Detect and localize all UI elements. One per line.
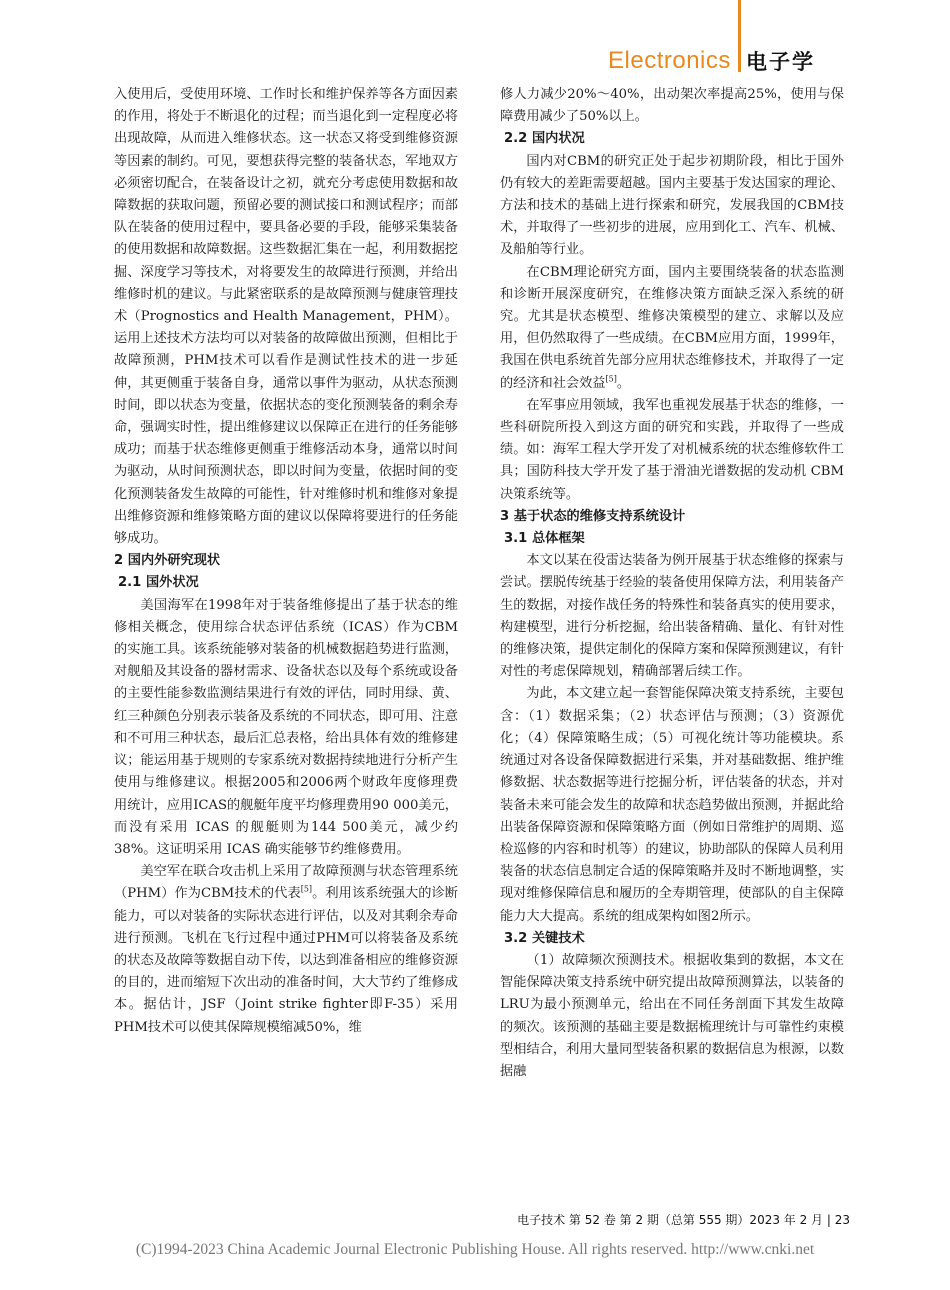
page-footer: 电子技术 第 52 卷 第 2 期（总第 555 期）2023 年 2 月 | 23 <box>517 1213 850 1227</box>
brand-chinese: 电子学 <box>746 50 815 74</box>
paragraph-text: 在CBM理论研究方面，国内主要围绕装备的状态监测和诊断开展深度研究，在维修决策方面缺乏深入系统的研究。尤其是状态模型、维修决策模型的建立、求解以及应用，但仍然取得了一些成绩。在CBM应用方面，1999年，我国在供电系统首先部分应用状态维修技术，并取得了一定的经济和社会效益 <box>500 264 844 391</box>
right-column <box>500 84 844 1083</box>
citation-ref: [5] <box>300 884 313 894</box>
paragraph <box>114 861 458 1039</box>
paragraph-text: 入使用后，受使用环境、工作时长和维护保养等各方面因素的作用，将处于不断退化的过程；而当退化到一定程度必将出现故障，从而进入维修状态。这一状态又将受到维修资源等因素的制约。可见，要想获得完整的装备状态，军地双方必须密切配合，在装备设计之初，就充分考虑使用数据和故障数据的获取问题，预留必要的测试接口和测试程序；而部队在装备的使用过程中，要具备必要的手段，能够采集装备的使用数据和故障数据。这些数据汇集在一起，利用数据挖掘、深度学习等技术，对将要发生的故障进行预测，并给出维修时机的建议。与此紧密联系的是故障预测与健康管理技术（Prognostics and Health Management，PHM）。运用上述技术方法均可以对装备的故障做出预测，但相比于故障预测，PHM技术可以看作是测试性技术的进一步延伸，其更侧重于装备自身，通常以事件为驱动，从状态预测时间，即以状态为变量，依据状态的变化预测装备的剩余寿命，强调实时性，提出维修建议以保障正在进行的任务能够成功；而基于状态维修更侧重于维修活动本身，通常以时间为驱动，从时间预测状态，即以时间为变量，依据时间的变化预测装备发生故障的可能性，针对维修时机和维修对象提出维修资源和维修策略方面的建议以保障将要进行的任务能够成功。 <box>114 87 458 547</box>
paragraph-text: 美国海军在1998年对于装备维修提出了基于状态的维修相关概念，使用综合状态评估系统（ICAS）作为CBM的实施工具。该系统能够对装备的机械数据趋势进行监测，对舰船及其设备的器材需求、设备状态以及每个系统或设备的主要性能参数监测结果进行有效的评估，同时用绿、黄、红三种颜色分别表示装备及系统的不同状态，即可用、注意和不可用三种状态，最后汇总表格，给出具体有效的维修建议；能运用基于规则的专家系统对数据持续地进行分析产生使用与维修建议。根据2005和2006两个财政年度修理费用统计，应用ICAS的舰艇年度平均修理费用90 000美元，而没有采用 ICAS 的舰艇则为144 500美元，减少约38%。这证明采用 ICAS 确实能够节约维修费用。 <box>114 597 458 857</box>
paragraph <box>500 262 844 395</box>
paragraph-text: （1）故障频次预测技术。根据收集到的数据，本文在智能保障决策支持系统中研究提出故障预测算法，以装备的LRU为最小预测单元，给出在不同任务剖面下其发生故障的频次。该预测的基础主要是数据梳理统计与可靠性约束模型相结合，利用大量同型装备积累的数据信息为根源，以数据融 <box>500 952 844 1079</box>
paragraph-text: 修人力减少20%～40%，出动架次率提高25%，使用与保障费用减少了50%以上。 <box>500 87 844 125</box>
journal-brand <box>608 44 908 78</box>
paragraph-text: 国内对CBM的研究正处于起步初期阶段，相比于国外仍有较大的差距需要超越。国内主要基于发达国家的理论、方法和技术的基础上进行探索和研究，发展我国的CBM技术，并取得了一些初步的进展，应用到化工、汽车、机械、及船舶等行业。 <box>500 153 844 258</box>
paragraph-text: 本文以某在役雷达装备为例开展基于状态维修的探索与尝试。摆脱传统基于经验的装备使用保障方法，利用装备产生的数据，对接作战任务的特殊性和装备真实的使用要求，构建模型，进行分析挖掘，给出装备精确、量化、有针对性的维修决策，提供定制化的保障方案和保障预测建议，有针对性的考虑保障规划，精确部署后续工作。 <box>500 553 844 680</box>
subsection-heading: 3.1 总体框架 <box>504 531 585 547</box>
left-column <box>114 84 458 1039</box>
paragraph-text: 在军事应用领域，我军也重视发展基于状态的维修，一些科研院所投入到这方面的研究和实践，并取得了一些成绩。如：海军工程大学开发了对机械系统的状态维修软件工具；国防科技大学开发了基于滑油光谱数据的发动机 CBM 决策系统等。 <box>500 397 844 502</box>
subsection-heading: 3.2 关键技术 <box>504 930 585 946</box>
section-heading: 2 国内外研究现状 <box>114 553 221 569</box>
subsection-heading: 2.2 国内状况 <box>504 131 585 147</box>
subsection-heading: 2.1 国外状况 <box>118 575 199 591</box>
section-heading: 3 基于状态的维修支持系统设计 <box>500 508 686 524</box>
paragraph <box>114 84 458 550</box>
paragraph-text: 为此，本文建立起一套智能保障决策支持系统，主要包含：（1）数据采集；（2）状态评估与预测；（3）资源优化；（4）保障策略生成；（5）可视化统计等功能模块。系统通过对各设备保障数据进行采集，并对基础数据、维护维修数据、状态数据等进行挖掘分析，评估装备的状态，并对装备未来可能会发生的故障和状态趋势做出预测，并据此给出装备保障资源和保障策略方面（例如日常维护的周期、巡检巡修的内容和时机等）的建议，协助部队的保障人员利用装备的状态信息制定合适的保障策略并及时不断地调整，实现对维修保障信息和履历的全寿期管理，使部队的自主保障能力大大提高。系统的组成架构如图2所示。 <box>500 686 844 924</box>
paragraph <box>500 683 844 927</box>
copyright-notice: (C)1994-2023 China Academic Journal Electronic Publishing House. All rights reserved. http://www.cnki.net <box>135 1241 815 1258</box>
paragraph <box>500 84 844 128</box>
paragraph <box>500 395 844 506</box>
paragraph <box>500 950 844 1083</box>
paragraph <box>500 151 844 262</box>
paragraph <box>114 595 458 861</box>
citation-ref: [5] <box>605 374 617 384</box>
paragraph-text-tail: 。利用该系统强大的诊断能力，可以对装备的实际状态进行评估，以及对其剩余寿命进行预测。飞机在飞行过程中通过PHM可以将装备及系统的状态及故障等数据自动下传，以达到准备相应的维修资源的目的，进而缩短下次出动的准备时间，大大节约了维修成本。据估计，JSF（Joint strike fighter即F-35）采用PHM技术可以使其保障规模缩减50%，维 <box>114 886 458 1035</box>
paragraph-text: 美空军在联合攻击机上采用了故障预测与状态管理系统（PHM）作为CBM技术的代表 <box>114 864 458 902</box>
brand-english: Electronics <box>608 47 731 74</box>
paragraph <box>500 550 844 683</box>
paragraph-text-tail: 。 <box>616 375 631 391</box>
